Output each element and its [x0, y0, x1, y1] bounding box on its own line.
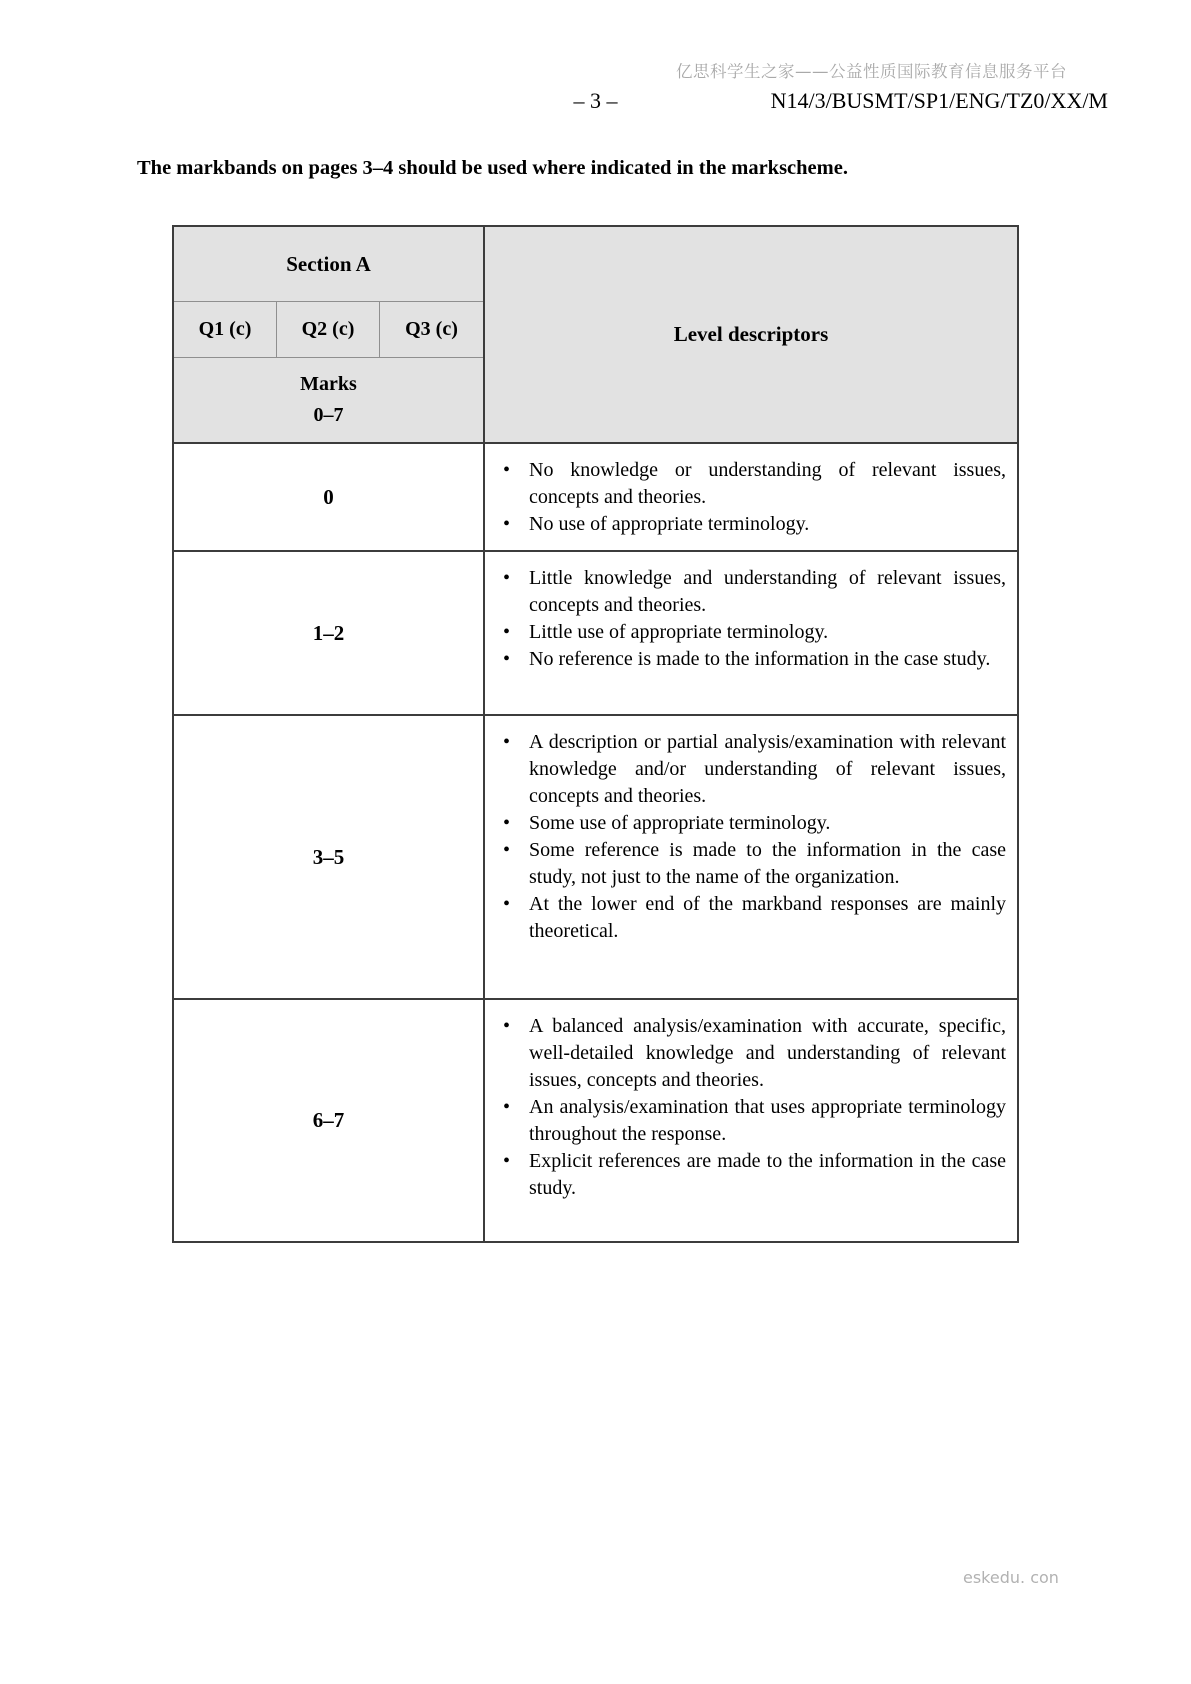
question-header-row [174, 302, 483, 357]
descriptor-list [499, 457, 1006, 538]
marks-header [174, 357, 483, 442]
top-watermark: 亿思科学生之家——公益性质国际教育信息服务平台 [676, 62, 1067, 81]
marks-value: 6–7 [174, 1000, 485, 1241]
level-descriptors-header: Level descriptors [673, 322, 829, 346]
page-number: – 3 – [573, 88, 618, 113]
markband-row-1-2 [174, 552, 1017, 716]
marks-value: 1–2 [174, 552, 485, 714]
descriptor-cell [485, 1000, 1017, 1241]
q2-header: Q2 (c) [277, 302, 380, 357]
descriptor-bullet: • Some reference is made to the information in the case study, not just to the name of the organization. [499, 837, 1006, 891]
descriptor-list [499, 565, 1006, 673]
page-header [0, 88, 1191, 118]
q1-header: Q1 (c) [174, 302, 277, 357]
descriptor-bullet: • No knowledge or understanding of relevant issues, concepts and theories. [499, 457, 1006, 511]
marks-value: 0 [174, 444, 485, 550]
marks-range: 0–7 [313, 404, 344, 426]
markband-table [172, 225, 1019, 1243]
descriptor-bullet: • A balanced analysis/examination with accurate, specific, well-detailed knowledge and understanding of relevant issues, concepts and theories. [499, 1013, 1006, 1094]
marks-label: Marks [300, 373, 357, 395]
descriptor-bullet: • A description or partial analysis/examination with relevant knowledge and/or understanding of relevant issues, concepts and theories. [499, 729, 1006, 810]
descriptor-bullet: • Little knowledge and understanding of relevant issues, concepts and theories. [499, 565, 1006, 619]
table-header [174, 227, 1017, 444]
descriptor-list [499, 1013, 1006, 1202]
marks-value: 3–5 [174, 716, 485, 998]
descriptor-bullet: • Little use of appropriate terminology. [499, 619, 1006, 646]
markband-row-6-7 [174, 1000, 1017, 1241]
section-header-block [174, 227, 485, 442]
descriptor-bullet: • Some use of appropriate terminology. [499, 810, 1006, 837]
q3-header: Q3 (c) [405, 318, 458, 340]
descriptor-bullet: • No reference is made to the information in the case study. [499, 646, 1006, 673]
markband-row-3-5 [174, 716, 1017, 1000]
descriptor-cell [485, 716, 1017, 998]
descriptor-cell [485, 444, 1017, 550]
intro-text: The markbands on pages 3–4 should be used where indicated in the markscheme. [137, 157, 848, 179]
descriptor-cell [485, 552, 1017, 714]
reference-code: N14/3/BUSMT/SP1/ENG/TZ0/XX/M [770, 88, 1108, 113]
markband-row-0 [174, 444, 1017, 552]
descriptor-bullet: • Explicit references are made to the information in the case study. [499, 1148, 1006, 1202]
section-a-header: Section A [174, 227, 483, 302]
descriptor-list [499, 729, 1006, 945]
descriptor-bullet: • At the lower end of the markband responses are mainly theoretical. [499, 891, 1006, 945]
descriptor-bullet: • No use of appropriate terminology. [499, 511, 1006, 538]
descriptor-bullet: • An analysis/examination that uses appropriate terminology throughout the response. [499, 1094, 1006, 1148]
bottom-watermark: eskedu. con [963, 1568, 1059, 1587]
